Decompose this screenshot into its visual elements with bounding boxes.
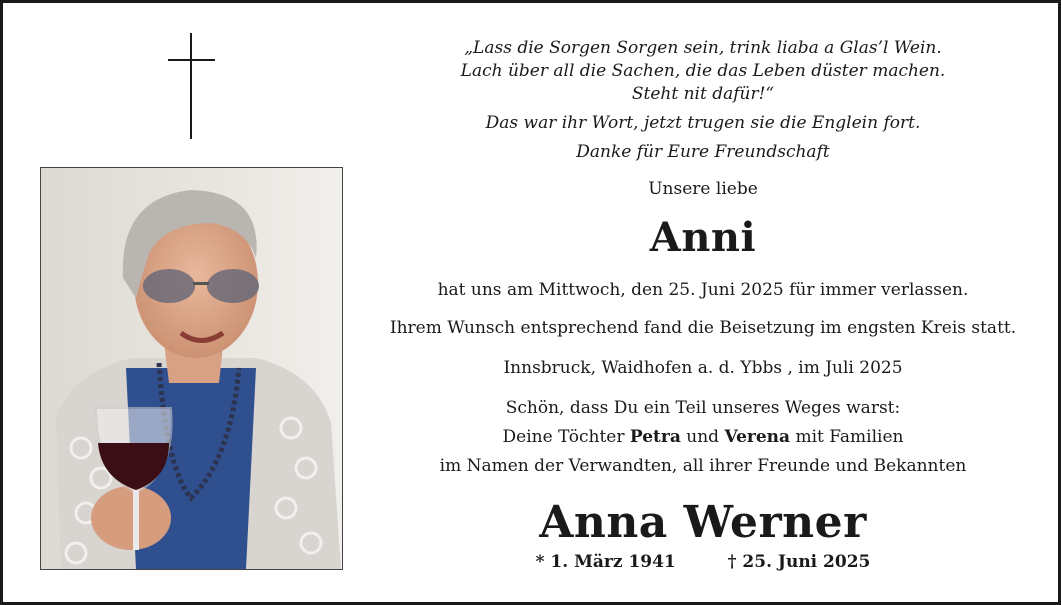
portrait-photo (40, 167, 343, 570)
quote-line-3: Steht nit dafür!“ (631, 84, 775, 104)
closing-text-post: mit Familien (790, 427, 904, 447)
daughter-name-1: Petra (629, 427, 681, 447)
quote-line-4: Das war ihr Wort, jetzt trugen sie die Englein fort. (485, 113, 921, 133)
closing-line-3: im Namen der Verwandten, all ihrer Freunde und Bekannten (439, 456, 967, 476)
place-date: Innsbruck, Waidhofen a. d. Ybbs , im Juli 2025 (503, 358, 903, 378)
life-dates (363, 552, 1043, 572)
quote-line-2: Lach über all die Sachen, die das Leben düster machen. (460, 61, 946, 81)
birth-date: * 1. März 1941 (535, 552, 676, 572)
closing-text-pre: Deine Töchter (502, 427, 630, 447)
burial-note: Ihrem Wunsch entsprechend fand die Beisetzung im engsten Kreis statt. (389, 318, 1017, 338)
closing-line-2 (363, 427, 1043, 447)
intro-text: Unsere liebe (648, 179, 758, 199)
cross-icon (168, 33, 216, 139)
daughter-name-2: Verena (724, 427, 791, 447)
quote-line-1: „Lass die Sorgen Sorgen sein, trink liaba a Glas’l Wein. (464, 38, 942, 58)
quote-line-5: Danke für Eure Freundschaft (576, 142, 830, 162)
closing-line-1: Schön, dass Du ein Teil unseres Weges warst: (505, 398, 901, 418)
full-name-heading: Anna Werner (539, 497, 867, 548)
first-name-heading: Anni (649, 214, 757, 261)
announcement-text: hat uns am Mittwoch, den 25. Juni 2025 für immer verlassen. (437, 280, 969, 300)
death-date: † 25. Juni 2025 (727, 552, 871, 572)
closing-text-mid: und (680, 427, 725, 447)
